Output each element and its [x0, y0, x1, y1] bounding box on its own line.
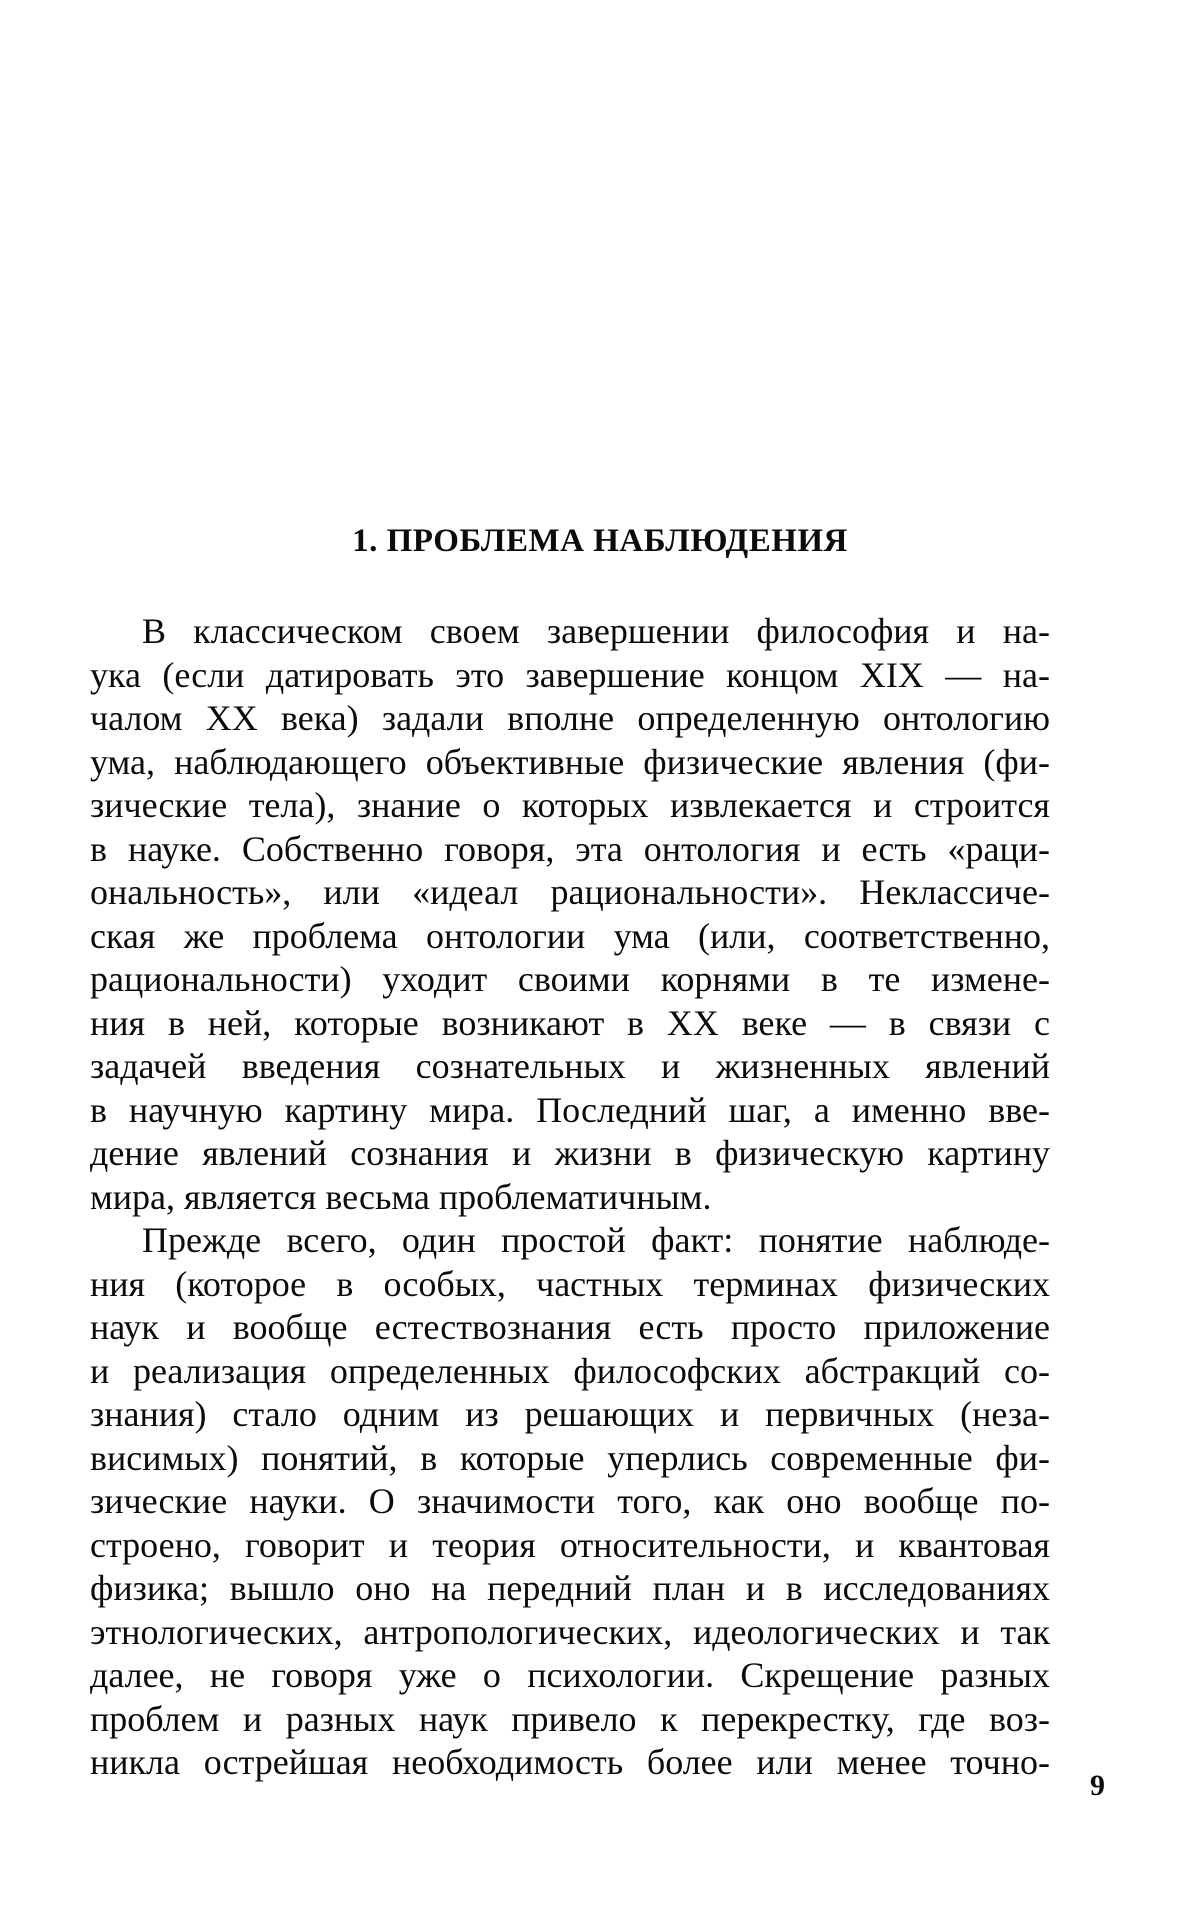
- text-line: знания) стало одним из решающих и первичных (неза-: [90, 1394, 1050, 1434]
- text-line: никла острейшая необходимость более или менее точно-: [90, 1742, 1050, 1782]
- body-text: [90, 610, 1050, 1785]
- text-line: ума, наблюдающего объективные физические явления (фи-: [90, 741, 1050, 782]
- chapter-title: 1. ПРОБЛЕМА НАБЛЮДЕНИЯ: [352, 523, 848, 559]
- text-line: и реализация определенных философских абстракций со-: [90, 1350, 1050, 1391]
- text-line: рациональности) уходит своими корнями в те измене-: [90, 959, 1050, 999]
- text-line: в научную картину мира. Последний шаг, а именно вве-: [90, 1089, 1050, 1130]
- text-line: зические науки. О значимости того, как оно вообще по-: [90, 1481, 1050, 1521]
- text-line: мира, является весьма проблематичным.: [90, 1176, 712, 1217]
- text-line: зические тела), знание о которых извлекается и строится: [90, 785, 1050, 825]
- text-line: В классическом своем завершении философия и на-: [142, 611, 1050, 651]
- text-line: ука (если датировать это завершение концом XIX — на-: [90, 654, 1050, 695]
- text-line: далее, не говоря уже о психологии. Скрещение разных: [90, 1655, 1050, 1695]
- text-line: физика; вышло оно на передний план и в исследованиях: [90, 1568, 1050, 1608]
- text-line: ния (которое в особых, частных терминах физических: [90, 1263, 1050, 1304]
- page-number: 9: [1090, 1769, 1105, 1802]
- text-line: чалом XX века) задали вполне определенную онтологию: [90, 698, 1050, 738]
- text-line: проблем и разных наук привело к перекрестку, где воз-: [90, 1698, 1050, 1739]
- text-line: дение явлений сознания и жизни в физическую картину: [90, 1133, 1050, 1173]
- text-line: в науке. Собственно говоря, эта онтология и есть «раци-: [90, 828, 1050, 869]
- text-line: ональность», или «идеал рациональности». Неклассиче-: [90, 872, 1050, 912]
- text-line: ния в ней, которые возникают в XX веке — в связи с: [90, 1002, 1050, 1043]
- text-line: этнологических, антропологических, идеологических и так: [90, 1611, 1050, 1652]
- text-line: задачей введения сознательных и жизненных явлений: [90, 1046, 1050, 1086]
- text-line: висимых) понятий, в которые уперлись современные фи-: [90, 1437, 1050, 1478]
- text-line: строено, говорит и теория относительности, и квантовая: [90, 1524, 1050, 1565]
- text-line: Прежде всего, один простой факт: понятие наблюде-: [142, 1220, 1050, 1260]
- text-line: ская же проблема онтологии ума (или, соответственно,: [90, 915, 1050, 956]
- text-line: наук и вообще естествознания есть просто приложение: [90, 1307, 1050, 1347]
